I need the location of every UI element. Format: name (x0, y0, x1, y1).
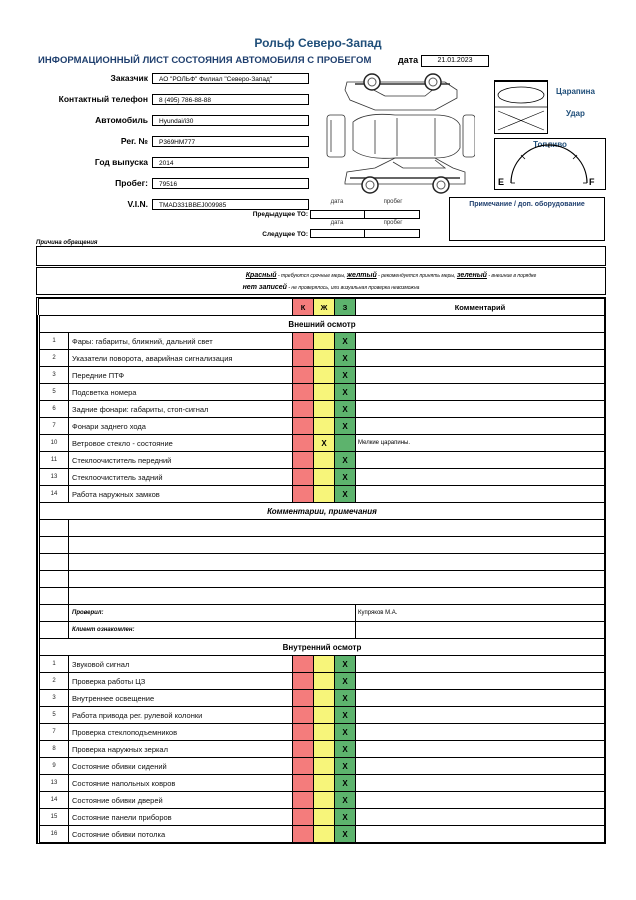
status-yellow-cell[interactable] (314, 401, 335, 418)
status-red-cell[interactable] (293, 656, 314, 673)
item-comment[interactable] (356, 350, 605, 367)
field-value[interactable]: TMAD331BBEJ009985 (152, 199, 309, 210)
item-comment[interactable] (356, 707, 605, 724)
item-number: 1 (39, 656, 69, 673)
field-value[interactable]: 79516 (152, 178, 309, 189)
status-red-cell[interactable] (293, 792, 314, 809)
item-number: 1 (39, 333, 69, 350)
item-comment[interactable] (356, 724, 605, 741)
legend-yellow-desc: - рекомендуется принять меры, (376, 273, 457, 279)
section-interior-title: Внутренний осмотр (39, 639, 605, 656)
table-row (39, 792, 605, 809)
item-comment[interactable]: Мелкие царапины. (356, 435, 605, 452)
status-yellow-cell[interactable] (314, 741, 335, 758)
section-comments-title: Комментарии, примечания (39, 503, 605, 520)
item-label: Состояние обивки сидений (69, 758, 293, 775)
item-comment[interactable] (356, 656, 605, 673)
status-yellow-cell[interactable] (314, 775, 335, 792)
item-label: Внутреннее освещение (69, 690, 293, 707)
checked-row (39, 605, 605, 622)
wheel-icon (364, 74, 380, 90)
item-number: 2 (39, 673, 69, 690)
status-green-cell[interactable]: X (335, 792, 356, 809)
table-row (39, 673, 605, 690)
header-comment: Комментарий (356, 299, 605, 316)
status-red-cell[interactable] (293, 775, 314, 792)
table-row (39, 826, 605, 843)
field-value[interactable]: 2014 (152, 157, 309, 168)
table-row (39, 690, 605, 707)
status-yellow-cell[interactable] (314, 350, 335, 367)
table-row (39, 469, 605, 486)
status-red-cell[interactable] (293, 333, 314, 350)
status-yellow-cell[interactable] (314, 656, 335, 673)
comment-line[interactable] (69, 571, 605, 588)
header-yellow: Ж (314, 299, 335, 316)
next-service-label: Следущее ТО: (262, 231, 308, 238)
status-red-cell[interactable] (293, 469, 314, 486)
date-field[interactable]: 21.01.2023 (421, 55, 489, 67)
legend-none-desc: - не проверялось, или визуальная проверка невозможна (286, 285, 420, 291)
table-row (39, 435, 605, 452)
table-row (39, 401, 605, 418)
car-damage-diagram[interactable] (325, 70, 475, 200)
item-label: Состояние обивки потолка (69, 826, 293, 843)
item-number: 9 (39, 758, 69, 775)
item-label: Проверка наружных зеркал (69, 741, 293, 758)
checked-blank (39, 605, 69, 622)
scratch-label: Царапина (556, 87, 595, 96)
comment-line-row (39, 588, 605, 605)
status-red-cell[interactable] (293, 401, 314, 418)
item-comment[interactable] (356, 333, 605, 350)
section-row (39, 503, 605, 520)
item-number: 14 (39, 792, 69, 809)
status-yellow-cell[interactable] (314, 707, 335, 724)
item-comment[interactable] (356, 826, 605, 843)
item-comment[interactable] (356, 401, 605, 418)
next-service-date-field[interactable] (310, 229, 365, 238)
prev-service-mileage-field[interactable] (364, 210, 420, 219)
status-green-cell[interactable] (335, 435, 356, 452)
comment-line-number (39, 520, 69, 537)
item-label: Указатели поворота, аварийная сигнализация (69, 350, 293, 367)
status-yellow-cell[interactable] (314, 758, 335, 775)
field-label: Контактный телефон (58, 94, 148, 104)
status-green-cell[interactable]: X (335, 826, 356, 843)
legend-none-word: нет записей (242, 284, 287, 291)
status-yellow-cell[interactable] (314, 690, 335, 707)
damage-legend-box (494, 80, 548, 134)
color-legend (36, 267, 606, 295)
section-exterior-title: Внешний осмотр (39, 316, 605, 333)
item-comment[interactable] (356, 792, 605, 809)
field-label: V.I.N. (127, 199, 148, 209)
wheel-icon (425, 74, 441, 90)
status-green-cell[interactable]: X (335, 775, 356, 792)
client-value[interactable] (356, 622, 605, 639)
status-green-cell[interactable]: X (335, 673, 356, 690)
table-row (39, 809, 605, 826)
field-label: Год выпуска (94, 157, 148, 167)
item-comment[interactable] (356, 775, 605, 792)
status-red-cell[interactable] (293, 486, 314, 503)
prev-service-date-field[interactable] (310, 210, 365, 219)
status-red-cell[interactable] (293, 809, 314, 826)
status-green-cell[interactable]: X (335, 707, 356, 724)
ellipse-icon (498, 87, 544, 103)
status-red-cell[interactable] (293, 758, 314, 775)
field-label: Пробег: (115, 178, 148, 188)
item-number: 11 (39, 452, 69, 469)
item-comment[interactable] (356, 741, 605, 758)
status-yellow-cell[interactable] (314, 792, 335, 809)
status-green-cell[interactable]: X (335, 333, 356, 350)
field-value[interactable]: АО "РОЛЬФ" Филиал "Северо-Запад" (152, 73, 309, 84)
table-row (39, 741, 605, 758)
legend-red-desc: - требуются срочные меры, (276, 273, 347, 279)
status-red-cell[interactable] (293, 741, 314, 758)
item-comment[interactable] (356, 809, 605, 826)
item-comment[interactable] (356, 758, 605, 775)
item-number: 13 (39, 469, 69, 486)
header-red: К (293, 299, 314, 316)
item-comment[interactable] (356, 673, 605, 690)
status-green-cell[interactable]: X (335, 367, 356, 384)
item-label: Фары: габариты, ближний, дальний свет (69, 333, 293, 350)
client-row (39, 622, 605, 639)
item-number: 15 (39, 809, 69, 826)
item-label: Ветровое стекло - состояние (69, 435, 293, 452)
status-yellow-cell[interactable] (314, 469, 335, 486)
note-title: Примечание / доп. оборудование (469, 201, 585, 208)
item-comment[interactable] (356, 367, 605, 384)
status-red-cell[interactable] (293, 435, 314, 452)
comment-line-row (39, 520, 605, 537)
item-label: Подсветка номера (69, 384, 293, 401)
status-yellow-cell[interactable] (314, 486, 335, 503)
status-yellow-cell[interactable] (314, 384, 335, 401)
legend-red-word: Красный (245, 272, 277, 279)
table-row (39, 367, 605, 384)
prev-mileage-caption: пробег (383, 199, 403, 205)
note-value[interactable] (450, 208, 604, 212)
item-label: Звуковой сигнал (69, 656, 293, 673)
comment-line[interactable] (69, 537, 605, 554)
table-row (39, 707, 605, 724)
item-label: Задние фонари: габариты, стоп-сигнал (69, 401, 293, 418)
status-red-cell[interactable] (293, 350, 314, 367)
reason-field[interactable] (36, 246, 606, 266)
fuel-empty-label: E (498, 177, 505, 187)
header-blank (39, 299, 293, 316)
item-number: 3 (39, 367, 69, 384)
status-green-cell[interactable]: X (335, 486, 356, 503)
prev-date-caption: дата (330, 199, 344, 205)
item-label: Состояние напольных ковров (69, 775, 293, 792)
status-green-cell[interactable]: X (335, 724, 356, 741)
table-row (39, 775, 605, 792)
inspection-table (36, 297, 606, 844)
item-number: 16 (39, 826, 69, 843)
status-red-cell[interactable] (293, 673, 314, 690)
item-label: Состояние панели приборов (69, 809, 293, 826)
comment-line-number (39, 554, 69, 571)
status-red-cell[interactable] (293, 724, 314, 741)
field-value[interactable]: Hyundai/i30 (152, 115, 309, 126)
header-green: З (335, 299, 356, 316)
status-green-cell[interactable]: X (335, 758, 356, 775)
section-row (39, 316, 605, 333)
status-red-cell[interactable] (293, 707, 314, 724)
next-service-mileage-field[interactable] (364, 229, 420, 238)
comment-line[interactable] (69, 520, 605, 537)
item-label: Стеклоочиститель передний (69, 452, 293, 469)
client-label: Клиент ознакомлен: (69, 622, 356, 639)
table-row (39, 452, 605, 469)
comment-line-row (39, 571, 605, 588)
status-red-cell[interactable] (293, 384, 314, 401)
checked-label: Проверил: (69, 605, 356, 622)
table-row (39, 656, 605, 673)
comment-line[interactable] (69, 588, 605, 605)
item-comment[interactable] (356, 452, 605, 469)
company-title: Рольф Северо-Запад (254, 36, 382, 50)
status-yellow-cell[interactable]: X (314, 435, 335, 452)
status-yellow-cell[interactable] (314, 333, 335, 350)
legend-yellow-word: желтый (346, 272, 377, 279)
status-green-cell[interactable]: X (335, 469, 356, 486)
status-green-cell[interactable]: X (335, 452, 356, 469)
item-label: Передние ПТФ (69, 367, 293, 384)
note-box[interactable] (449, 197, 605, 241)
table-row (39, 350, 605, 367)
status-yellow-cell[interactable] (314, 673, 335, 690)
field-label: Автомобиль (95, 115, 148, 125)
status-green-cell[interactable]: X (335, 656, 356, 673)
comment-line-row (39, 554, 605, 571)
item-number: 14 (39, 486, 69, 503)
item-comment[interactable] (356, 469, 605, 486)
item-number: 5 (39, 707, 69, 724)
status-yellow-cell[interactable] (314, 724, 335, 741)
item-label: Фонари заднего хода (69, 418, 293, 435)
comment-line-number (39, 571, 69, 588)
fuel-gauge-box (494, 138, 606, 190)
field-label: Заказчик (110, 73, 148, 83)
item-number: 7 (39, 724, 69, 741)
item-label: Работа привода рег. рулевой колонки (69, 707, 293, 724)
cross-icon (498, 111, 544, 130)
fuel-label: Топливо (533, 140, 567, 149)
table-row (39, 384, 605, 401)
item-number: 5 (39, 384, 69, 401)
car-top-view (327, 114, 475, 158)
status-red-cell[interactable] (293, 826, 314, 843)
status-red-cell[interactable] (293, 452, 314, 469)
field-value[interactable]: Р369НМ777 (152, 136, 309, 147)
item-label: Работа наружных замков (69, 486, 293, 503)
item-comment[interactable] (356, 690, 605, 707)
status-green-cell[interactable]: X (335, 350, 356, 367)
item-number: 6 (39, 401, 69, 418)
status-yellow-cell[interactable] (314, 452, 335, 469)
dent-label: Удар (566, 109, 585, 118)
field-value[interactable]: 8 (495) 786-88-88 (152, 94, 309, 105)
table-row (39, 486, 605, 503)
reason-value[interactable] (37, 255, 41, 262)
checked-value[interactable]: Купряков М.А. (356, 605, 605, 622)
status-yellow-cell[interactable] (314, 367, 335, 384)
status-red-cell[interactable] (293, 418, 314, 435)
status-green-cell[interactable]: X (335, 690, 356, 707)
item-number: 2 (39, 350, 69, 367)
wheel-icon (433, 177, 449, 193)
status-green-cell[interactable]: X (335, 741, 356, 758)
table-row (39, 724, 605, 741)
status-yellow-cell[interactable] (314, 418, 335, 435)
item-comment[interactable] (356, 384, 605, 401)
item-number: 10 (39, 435, 69, 452)
date-label: дата (398, 55, 419, 65)
status-red-cell[interactable] (293, 367, 314, 384)
fuel-full-label: F (589, 177, 595, 187)
status-yellow-cell[interactable] (314, 809, 335, 826)
table-row (39, 418, 605, 435)
item-number: 8 (39, 741, 69, 758)
item-label: Проверка стеклоподъемников (69, 724, 293, 741)
section-row (39, 639, 605, 656)
next-mileage-caption: пробег (383, 220, 403, 226)
comment-line[interactable] (69, 554, 605, 571)
comment-line-row (39, 537, 605, 554)
item-label: Стеклоочиститель задний (69, 469, 293, 486)
table-row (39, 333, 605, 350)
item-number: 7 (39, 418, 69, 435)
item-number: 13 (39, 775, 69, 792)
reason-label: Причина обращения (36, 240, 98, 246)
status-green-cell[interactable]: X (335, 418, 356, 435)
document-title: ИНФОРМАЦИОННЫЙ ЛИСТ СОСТОЯНИЯ АВТОМОБИЛЯ С ПРОБЕГОМ (38, 55, 372, 66)
prev-service-label: Предыдущее ТО: (252, 211, 308, 218)
comment-line-number (39, 537, 69, 554)
field-label: Рег. № (120, 136, 148, 146)
item-label: Состояние обивки дверей (69, 792, 293, 809)
status-green-cell[interactable]: X (335, 809, 356, 826)
item-label: Проверка работы ЦЗ (69, 673, 293, 690)
item-comment[interactable] (356, 486, 605, 503)
next-date-caption: дата (330, 220, 344, 226)
status-yellow-cell[interactable] (314, 826, 335, 843)
status-red-cell[interactable] (293, 690, 314, 707)
item-number: 3 (39, 690, 69, 707)
item-comment[interactable] (356, 418, 605, 435)
table-row (39, 758, 605, 775)
client-blank (39, 622, 69, 639)
status-green-cell[interactable]: X (335, 384, 356, 401)
wheel-icon (362, 177, 378, 193)
comment-line-number (39, 588, 69, 605)
status-green-cell[interactable]: X (335, 401, 356, 418)
legend-green-word: зеленый (456, 272, 487, 279)
table-header-row (39, 299, 605, 316)
legend-green-desc: - внешние в порядке (486, 273, 537, 279)
